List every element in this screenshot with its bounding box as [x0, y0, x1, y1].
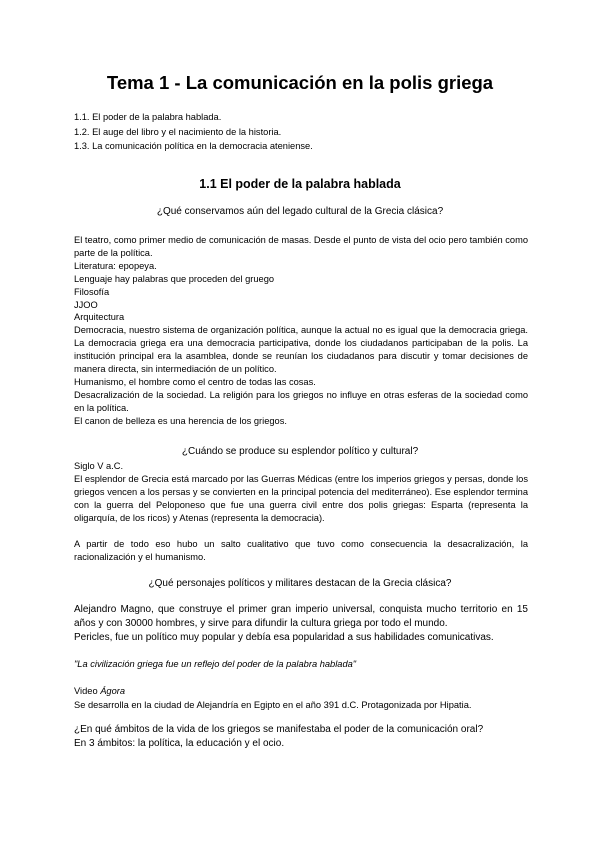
list-item: Lenguaje hay palabras que proceden del gruego [74, 273, 275, 284]
paragraph-esplendor: El esplendor de Grecia está marcado por las Guerras Médicas (entre los imperios griegos y persas, donde los griegos vencen a los persas y se convierten en la principal potencia del mediterráneo). Ese esplendor termina con la guerra del Peloponeso que fue una guerra civil entre dos polis griegas: Esparta (representa la oligarquía, de los ricos) y Atenas (representa la democracia). [74, 473, 528, 523]
legacy-block [74, 234, 528, 428]
question-esplendor: ¿Cuándo se produce su esplendor político y cultural? [181, 446, 419, 457]
list-item: Humanismo, el hombre como el centro de todas las cosas. [74, 376, 316, 387]
list-item: El canon de belleza es una herencia de los griegos. [74, 415, 287, 426]
siglo-label: Siglo V a.C. [74, 461, 124, 471]
paragraph-salto: A partir de todo eso hubo un salto cualitativo que tuvo como consecuencia la desacralización, la racionalización y el humanismo. [74, 539, 528, 562]
list-item: Filosofía [74, 286, 110, 297]
question-legacy: ¿Qué conservamos aún del legado cultural de la Grecia clásica? [156, 206, 444, 217]
toc-item: 1.1. El poder de la palabra hablada. [74, 112, 222, 122]
video-line [74, 685, 528, 698]
toc-item: 1.3. La comunicación política en la democracia ateniense. [74, 141, 313, 151]
ambitos-block [74, 723, 528, 751]
page-title: Tema 1 - La comunicación en la polis griega [106, 72, 494, 93]
toc-item: 1.2. El auge del libro y el nacimiento de la historia. [74, 126, 282, 137]
paragraph-pericles: Pericles, fue un político muy popular y debía esa popularidad a sus habilidades comunicativas. [74, 632, 494, 643]
video-label: Video [74, 686, 101, 696]
question-personajes: ¿Qué personajes políticos y militares destacan de la Grecia clásica? [148, 578, 452, 589]
question-ambitos: ¿En qué ámbitos de la vida de los griegos se manifestaba el poder de la comunicación oral? [74, 724, 484, 735]
ambitos-answer: En 3 ámbitos: la política, la educación y el ocio. [74, 738, 285, 749]
esplendor-block [74, 460, 528, 525]
list-item: Literatura: epopeya. [74, 260, 157, 271]
video-description: Se desarrolla en la ciudad de Alejandría en Egipto en el año 391 d.C. Protagonizada por Hipatia. [74, 699, 472, 710]
paragraph-democracia: Democracia, nuestro sistema de organización política, aunque la actual no es igual que la democracia griega. La democracia griega era una democracia participativa, donde los ciudadanos participaban de la polis. La institución principal era la asamblea, donde se reunían los ciudadanos para discutir y tomar decisiones de manera directa, sin intermediación de un político. [74, 325, 528, 375]
personajes-block [74, 603, 528, 645]
list-item: JJOO [74, 299, 98, 310]
list-item: Arquitectura [74, 312, 125, 323]
paragraph-teatro: El teatro, como primer medio de comunicación de masas. Desde el punto de vista del ocio pero también como parte de la política. [74, 235, 528, 258]
paragraph-alejandro: Alejandro Magno, que construye el primer gran imperio universal, conquista mucho territorio en 15 años y con 30000 hombres, y sirve para difundir la cultura griega por todo el mundo. [74, 604, 528, 629]
table-of-contents [74, 110, 313, 154]
video-title: Ágora [100, 686, 126, 696]
paragraph-desacralizacion: Desacralización de la sociedad. La religión para los griegos no influye en otras esferas de la sociedad como en la política. [74, 389, 528, 413]
quote: "La civilización griega fue un reflejo del poder de la palabra hablada" [74, 659, 357, 669]
section-heading: 1.1 El poder de la palabra hablada [199, 177, 401, 191]
salto-block [74, 538, 528, 564]
video-block [74, 685, 528, 712]
